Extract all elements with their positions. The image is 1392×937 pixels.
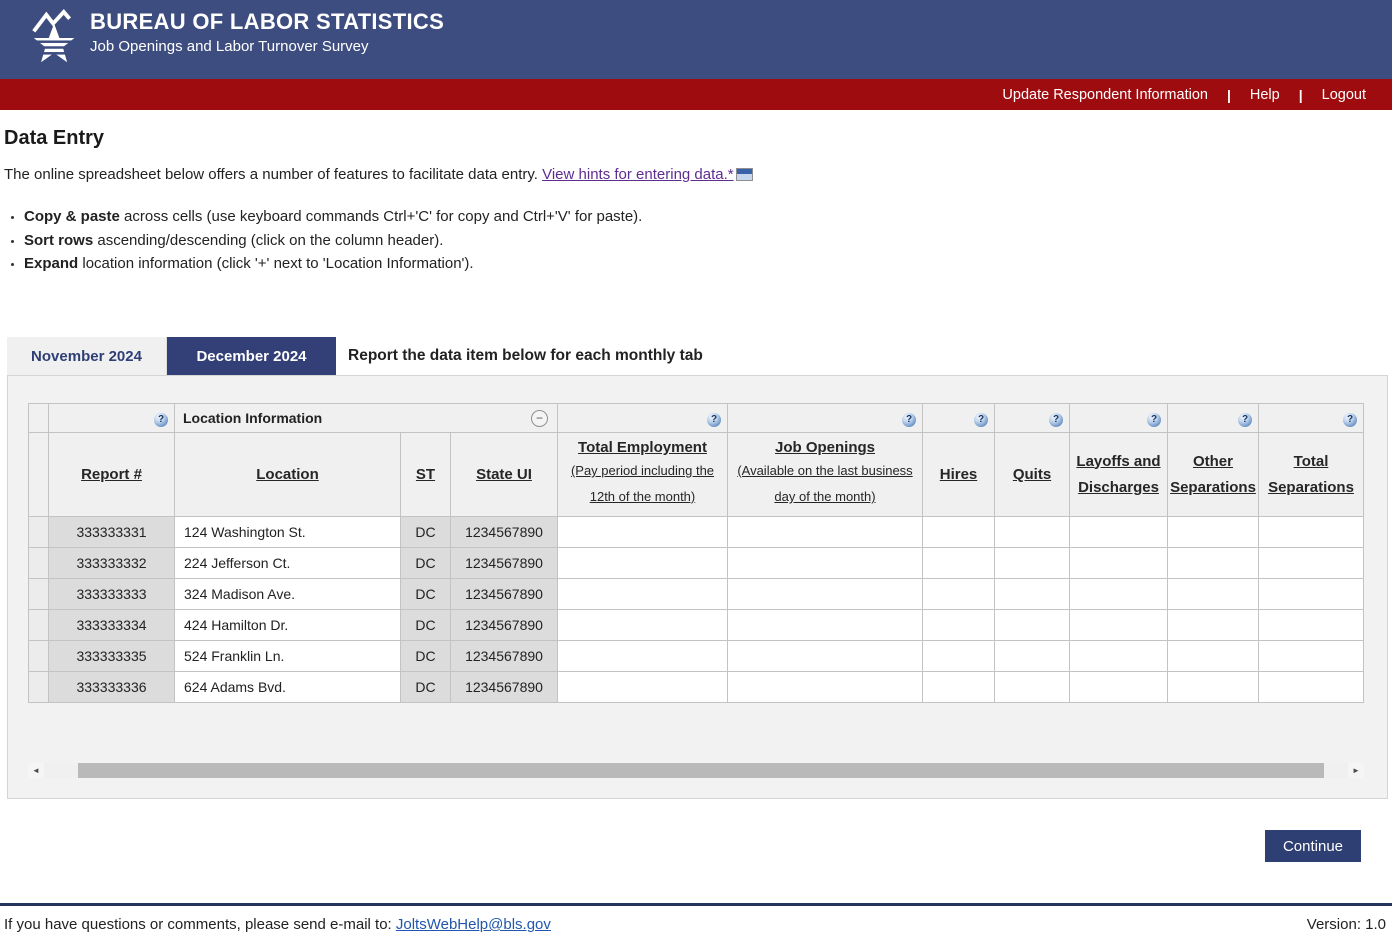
state-cell: DC	[401, 641, 451, 672]
entry-cell-other-separations[interactable]	[1168, 610, 1259, 641]
help-icon[interactable]: ?	[974, 413, 988, 427]
entry-cell-job-openings[interactable]	[728, 517, 923, 548]
location-information-label: Location Information	[183, 410, 323, 426]
state-ui-cell: 1234567890	[451, 610, 558, 641]
list-item: • Copy & paste across cells (use keyboard commands Ctrl+'C' for copy and Ctrl+'V' for paste).	[24, 207, 642, 226]
entry-cell-other-separations[interactable]	[1168, 548, 1259, 579]
entry-cell-job-openings[interactable]	[728, 672, 923, 703]
top-navbar	[0, 79, 1392, 110]
column-header-location	[175, 433, 401, 517]
state-ui-cell: 1234567890	[451, 641, 558, 672]
sort-other-separations[interactable]: Other Separations	[1170, 452, 1256, 496]
sort-layoffs[interactable]: Layoffs and Discharges	[1076, 452, 1161, 496]
entry-cell-layoffs[interactable]	[1070, 610, 1168, 641]
entry-cell-hires[interactable]	[923, 672, 995, 703]
new-window-icon	[736, 168, 753, 181]
row-handle	[29, 672, 49, 703]
entry-cell-quits[interactable]	[995, 517, 1070, 548]
entry-cell-job-openings[interactable]	[728, 548, 923, 579]
entry-cell-total-employment[interactable]	[558, 548, 728, 579]
list-item: • Sort rows ascending/descending (click on the column header).	[24, 231, 642, 250]
entry-cell-hires[interactable]	[923, 517, 995, 548]
entry-cell-quits[interactable]	[995, 548, 1070, 579]
entry-cell-job-openings[interactable]	[728, 579, 923, 610]
list-item: • Expand location information (click '+' next to 'Location Information').	[24, 254, 642, 273]
entry-cell-hires[interactable]	[923, 548, 995, 579]
intro-sentence: The online spreadsheet below offers a number of features to facilitate data entry.	[4, 166, 543, 183]
table-row	[29, 641, 1364, 672]
state-ui-cell: 1234567890	[451, 672, 558, 703]
spreadsheet-viewport	[28, 403, 1364, 703]
quits-help-cell	[995, 404, 1070, 433]
intro-text	[4, 166, 753, 183]
navbar-separator: |	[1298, 86, 1303, 103]
location-cell: 424 Hamilton Dr.	[175, 610, 401, 641]
entry-cell-layoffs[interactable]	[1070, 548, 1168, 579]
report-number-cell: 333333335	[49, 641, 175, 672]
entry-cell-total-separations[interactable]	[1259, 641, 1364, 672]
entry-cell-total-separations[interactable]	[1259, 517, 1364, 548]
table-row	[29, 517, 1364, 548]
column-header-total-separations	[1259, 433, 1364, 517]
entry-cell-quits[interactable]	[995, 579, 1070, 610]
report-number-cell: 333333332	[49, 548, 175, 579]
feature-list	[24, 207, 642, 278]
state-cell: DC	[401, 579, 451, 610]
total-employment-help-cell	[558, 404, 728, 433]
location-cell: 524 Franklin Ln.	[175, 641, 401, 672]
app-title: BUREAU OF LABOR STATISTICS	[90, 9, 445, 34]
data-entry-panel	[7, 375, 1388, 799]
entry-cell-total-separations[interactable]	[1259, 610, 1364, 641]
help-icon[interactable]: ?	[902, 413, 916, 427]
entry-cell-other-separations[interactable]	[1168, 517, 1259, 548]
state-ui-cell: 1234567890	[451, 579, 558, 610]
help-icon[interactable]: ?	[1238, 413, 1252, 427]
help-icon[interactable]: ?	[154, 413, 168, 427]
update-respondent-link[interactable]: Update Respondent Information	[1002, 86, 1208, 103]
version-label: Version: 1.0	[1306, 916, 1386, 933]
corner-cell	[29, 433, 49, 517]
corner-cell	[29, 404, 49, 433]
group-header-row	[29, 404, 1364, 433]
total-separations-help-cell	[1259, 404, 1364, 433]
sort-state-ui[interactable]: State UI	[476, 466, 532, 483]
location-cell: 324 Madison Ave.	[175, 579, 401, 610]
bls-logo-icon	[28, 7, 86, 71]
data-entry-table	[28, 403, 1364, 703]
row-handle	[29, 517, 49, 548]
column-header-row	[29, 433, 1364, 517]
column-header-state-ui	[451, 433, 558, 517]
page-footer	[0, 903, 1392, 933]
footer-text: If you have questions or comments, please send e-mail to:	[4, 916, 396, 933]
job-openings-help-cell	[728, 404, 923, 433]
total-employment-note[interactable]: (Pay period including the 12th of the month)	[570, 463, 715, 504]
sort-location[interactable]: Location	[256, 466, 319, 483]
entry-cell-total-separations[interactable]	[1259, 548, 1364, 579]
column-header-other-separations	[1168, 433, 1259, 517]
scroll-left-arrow-icon[interactable]: ◄	[28, 763, 44, 778]
entry-cell-total-employment[interactable]	[558, 610, 728, 641]
table-row	[29, 548, 1364, 579]
help-icon[interactable]: ?	[1343, 413, 1357, 427]
state-cell: DC	[401, 610, 451, 641]
help-icon[interactable]: ?	[1147, 413, 1161, 427]
location-information-group	[175, 404, 558, 433]
scrollbar-thumb[interactable]	[78, 763, 1324, 778]
location-cell: 224 Jefferson Ct.	[175, 548, 401, 579]
entry-cell-total-employment[interactable]	[558, 517, 728, 548]
month-tabs	[7, 337, 703, 375]
entry-cell-total-separations[interactable]	[1259, 672, 1364, 703]
report-help-cell	[49, 404, 175, 433]
state-cell: DC	[401, 672, 451, 703]
entry-cell-quits[interactable]	[995, 672, 1070, 703]
view-hints-link[interactable]: View hints for entering data.*	[542, 166, 734, 183]
entry-cell-total-employment[interactable]	[558, 641, 728, 672]
page-title: Data Entry	[4, 127, 105, 149]
state-ui-cell: 1234567890	[451, 548, 558, 579]
state-cell: DC	[401, 548, 451, 579]
app-header	[0, 0, 1392, 79]
entry-cell-layoffs[interactable]	[1070, 517, 1168, 548]
entry-cell-layoffs[interactable]	[1070, 672, 1168, 703]
table-row	[29, 610, 1364, 641]
table-row	[29, 672, 1364, 703]
entry-cell-layoffs[interactable]	[1070, 579, 1168, 610]
column-header-hires	[923, 433, 995, 517]
navbar-separator: |	[1226, 86, 1231, 103]
sort-quits[interactable]: Quits	[1012, 466, 1052, 483]
column-header-job-openings	[728, 433, 923, 517]
job-openings-note[interactable]: (Available on the last business day of the month)	[737, 463, 913, 504]
sort-total-separations[interactable]: Total Separations	[1268, 452, 1354, 496]
column-header-total-employment	[558, 433, 728, 517]
entry-cell-layoffs[interactable]	[1070, 641, 1168, 672]
column-header-layoffs	[1070, 433, 1168, 517]
sort-report-number[interactable]: Report #	[81, 466, 142, 483]
sort-state[interactable]: ST	[415, 466, 436, 483]
horizontal-scrollbar[interactable]	[28, 763, 1364, 778]
other-separations-help-cell	[1168, 404, 1259, 433]
row-handle	[29, 641, 49, 672]
footer-contact	[4, 916, 551, 933]
entry-cell-total-employment[interactable]	[558, 672, 728, 703]
email-link[interactable]: JoltsWebHelp@bls.gov	[395, 916, 551, 933]
sort-job-openings[interactable]: Job Openings	[774, 439, 875, 456]
entry-cell-hires[interactable]	[923, 579, 995, 610]
collapse-icon[interactable]: −	[531, 410, 548, 427]
tab-december-2024[interactable]: December 2024	[167, 337, 336, 375]
report-number-cell: 333333331	[49, 517, 175, 548]
sort-hires[interactable]: Hires	[939, 466, 978, 483]
app-subtitle: Job Openings and Labor Turnover Survey	[90, 38, 369, 55]
entry-cell-other-separations[interactable]	[1168, 641, 1259, 672]
report-number-cell: 333333336	[49, 672, 175, 703]
entry-cell-quits[interactable]	[995, 610, 1070, 641]
column-header-quits	[995, 433, 1070, 517]
scroll-right-arrow-icon[interactable]: ►	[1348, 763, 1364, 778]
hires-help-cell	[923, 404, 995, 433]
row-handle	[29, 610, 49, 641]
entry-cell-total-separations[interactable]	[1259, 579, 1364, 610]
report-number-cell: 333333334	[49, 610, 175, 641]
entry-cell-total-employment[interactable]	[558, 579, 728, 610]
state-ui-cell: 1234567890	[451, 517, 558, 548]
help-icon[interactable]: ?	[1049, 413, 1063, 427]
entry-cell-other-separations[interactable]	[1168, 672, 1259, 703]
report-number-cell: 333333333	[49, 579, 175, 610]
column-header-report-number	[49, 433, 175, 517]
entry-cell-other-separations[interactable]	[1168, 579, 1259, 610]
table-row	[29, 579, 1364, 610]
help-icon[interactable]: ?	[707, 413, 721, 427]
sort-total-employment[interactable]: Total Employment	[578, 439, 707, 456]
logout-link[interactable]: Logout	[1321, 86, 1366, 103]
entry-cell-quits[interactable]	[995, 641, 1070, 672]
entry-cell-job-openings[interactable]	[728, 641, 923, 672]
entry-cell-hires[interactable]	[923, 610, 995, 641]
tab-november-2024[interactable]: November 2024	[7, 337, 167, 375]
help-link[interactable]: Help	[1249, 86, 1280, 103]
entry-cell-job-openings[interactable]	[728, 610, 923, 641]
location-cell: 624 Adams Bvd.	[175, 672, 401, 703]
entry-cell-hires[interactable]	[923, 641, 995, 672]
tab-instruction: Report the data item below for each monthly tab	[348, 347, 703, 364]
row-handle	[29, 579, 49, 610]
location-cell: 124 Washington St.	[175, 517, 401, 548]
continue-button[interactable]: Continue	[1265, 830, 1361, 862]
layoffs-help-cell	[1070, 404, 1168, 433]
column-header-state	[401, 433, 451, 517]
state-cell: DC	[401, 517, 451, 548]
row-handle	[29, 548, 49, 579]
